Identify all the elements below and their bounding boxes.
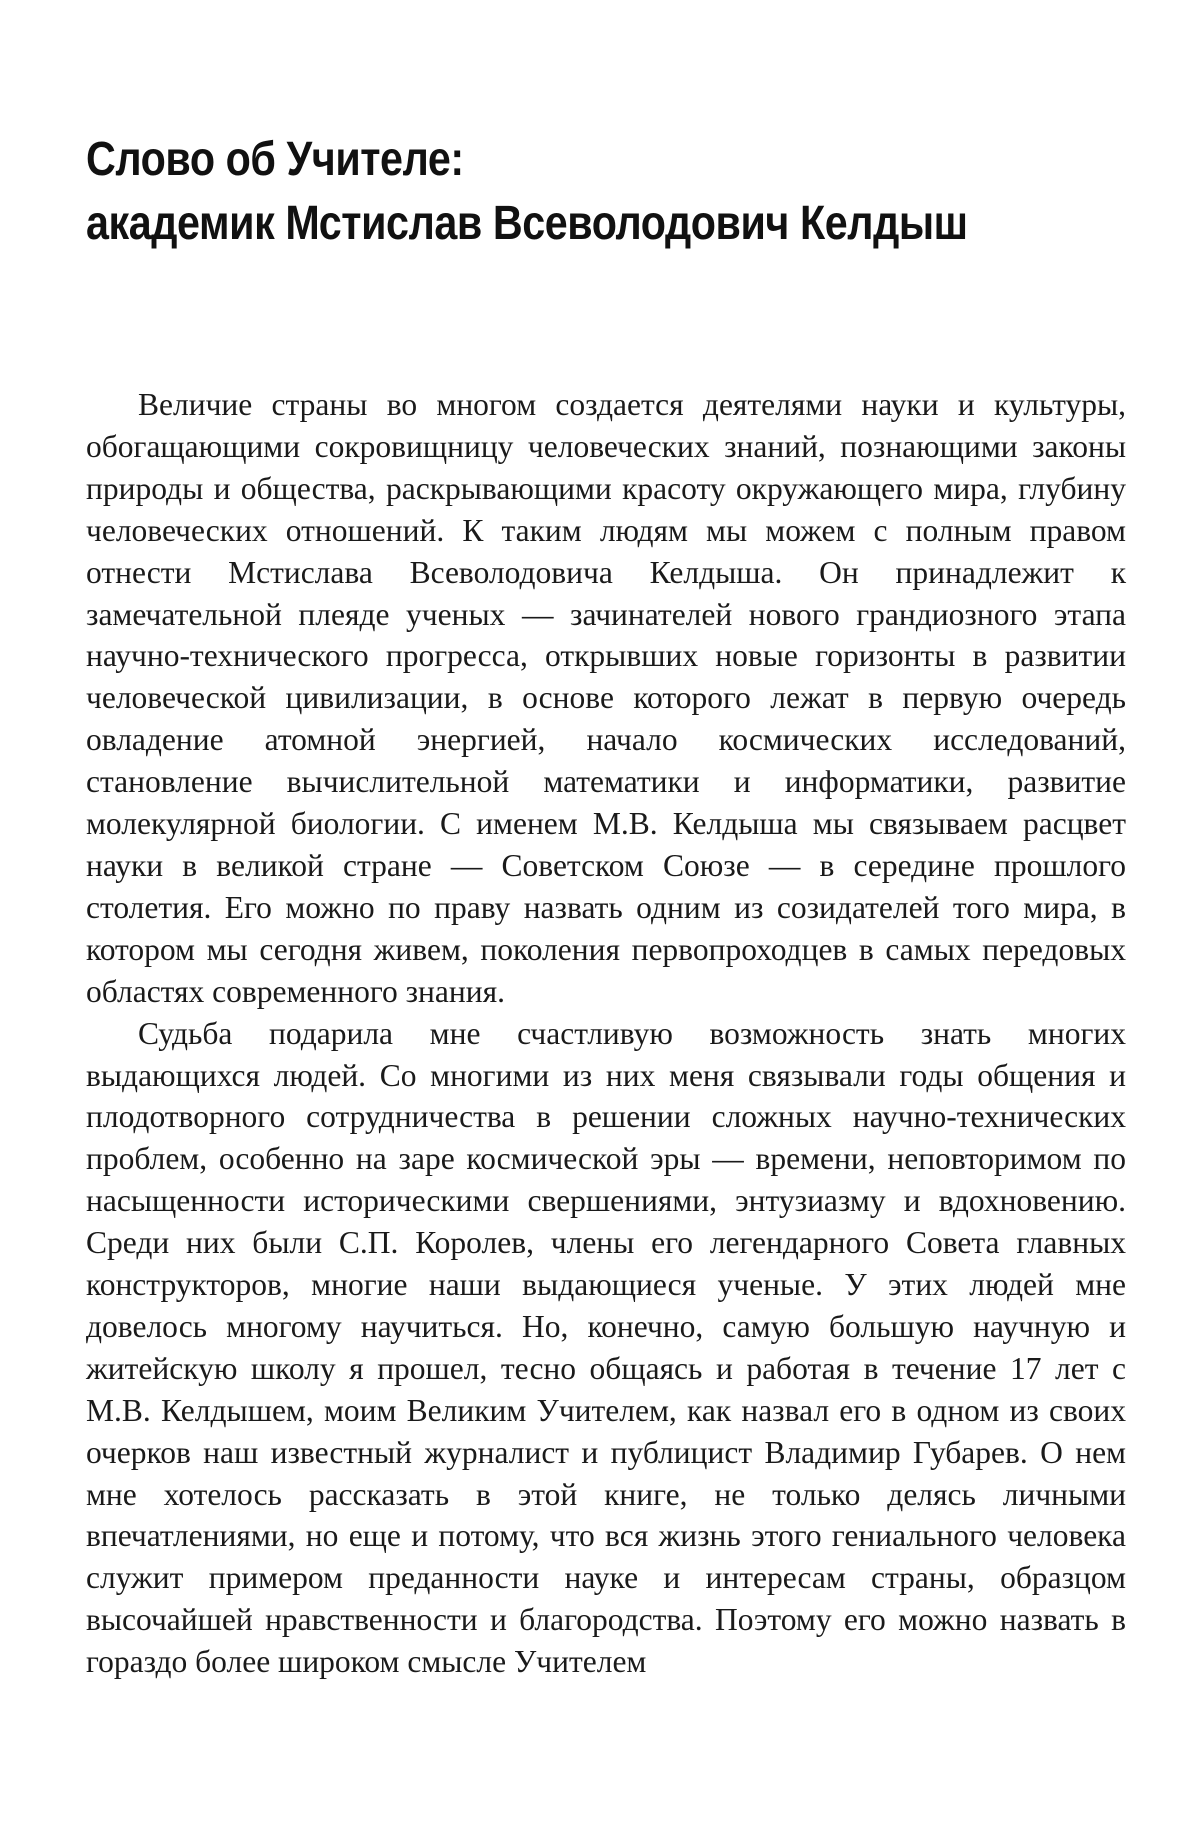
chapter-title — [86, 128, 1126, 256]
body-text — [86, 384, 1126, 1683]
chapter-title-line-1: Слово об Учителе: — [86, 133, 464, 186]
paragraph: Судьба подарила мне счастливую возможность знать многих выдающихся людей. Со многими из них меня связывали годы общения и плодотворного сотрудничества в решении сложных научно-технических проблем, особенно на заре космической эры — времени, неповторимом по насыщенности историческими свершениями, энтузиазму и вдохновению. Среди них были С.П. Королев, члены его легендарного Совета главных конструкторов, многие наши выдающиеся ученые. У этих людей мне довелось многому научиться. Но, конечно, самую большую научную и житейскую школу я прошел, тесно общаясь и работая в течение 17 лет с М.В. Келдышем, моим Великим Учителем, как назвал его в одном из своих очерков наш известный журналист и публицист Владимир Губарев. О нем мне хотелось рассказать в этой книге, не только делясь личными впечатлениями, но еще и потому, что вся жизнь этого гениального человека служит примером преданности науке и интересам страны, образцом высочайшей нравственности и благородства. Поэтому его можно назвать в гораздо более широком смысле Учителем — [86, 1015, 1126, 1680]
chapter-title-line-2: академик Мстислав Всеволодович Келдыш — [86, 197, 968, 250]
paragraph: Величие страны во многом создается деятелями науки и культуры, обогащающими сокровищницу человеческих знаний, познающими законы природы и общества, раскрывающими красоту окружающего мира, глубину человеческих отношений. К таким людям мы можем с полным правом отнести Мстислава Всеволодовича Келдыша. Он принадлежит к замечательной плеяде ученых — зачинателей нового грандиозного этапа научно-технического прогресса, открывших новые горизонты в развитии человеческой цивилизации, в основе которого лежат в первую очередь овладение атомной энергией, начало космических исследований, становление вычислительной математики и информатики, развитие молекулярной биологии. С именем М.В. Келдыша мы связываем расцвет науки в великой стране — Советском Союзе — в середине прошлого столетия. Его можно по праву назвать одним из созидателей того мира, в котором мы сегодня живем, поколения первопроходцев в самых передовых областях современного знания. — [86, 387, 1126, 1009]
